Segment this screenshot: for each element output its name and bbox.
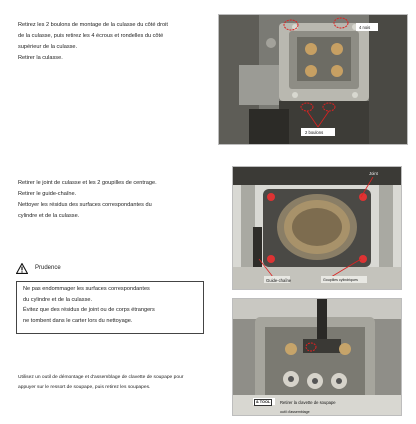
tool-badge: & TOOL	[256, 400, 271, 404]
warning-header	[16, 262, 61, 274]
section2-instructions	[18, 178, 157, 222]
warning-line: ne tombent dans le carter lors du nettoyage.	[23, 317, 133, 324]
section2-line: Nettoyer les résidus des surfaces correspondantes du	[18, 202, 152, 208]
section2-line: Retirer le joint de culasse et les 2 goupilles de centrage.	[18, 180, 157, 186]
photo-cylinder-head-bolts	[218, 14, 408, 145]
label-goupilles: Goupilles cylindriques	[323, 278, 358, 282]
warning-title: Prudence	[35, 265, 61, 271]
warning-line: Évitez que des résidus de joint ou de corps étrangers	[23, 307, 155, 313]
section1-line: Retirer la culasse.	[18, 55, 63, 61]
section2-line: Retirer le guide-chaîne.	[18, 191, 77, 197]
section1-instructions	[18, 20, 168, 64]
section1-line: de la culasse, puis retirez les 4 écrous et rondelles du côté	[18, 33, 164, 39]
label-guide-chaine: Guide-chaîne	[266, 278, 292, 283]
label-bolts: 2 boulons	[305, 130, 324, 135]
warning-triangle-icon	[16, 263, 28, 274]
warning-line: Ne pas endommager les surfaces correspondantes	[23, 286, 150, 292]
photo-valve-removal	[232, 298, 402, 416]
section2-line: cylindre et de la culasse.	[18, 213, 80, 219]
label-nuts: 4 nois	[359, 25, 371, 30]
section3-instructions	[18, 373, 183, 392]
label-tool-caption2: outil d'assemblage	[280, 410, 310, 414]
section3-line: appuyer sur le ressort de soupape, puis retirez les soupapes.	[18, 384, 151, 390]
label-tool-caption: Retirer la clavette de soupape	[280, 400, 336, 405]
section1-line: Retirez les 2 boulons de montage de la culasse du côté droit	[18, 22, 168, 28]
photo-cylinder-gasket	[232, 166, 402, 290]
warning-box	[16, 281, 204, 334]
section1-line: supérieur de la culasse.	[18, 44, 78, 50]
warning-line: du cylindre et de la culasse.	[23, 296, 93, 303]
section3-line: Utilisez un outil de démontage et d'assemblage de clavette de soupape pour	[18, 375, 184, 380]
label-joint: Joint	[369, 171, 378, 176]
